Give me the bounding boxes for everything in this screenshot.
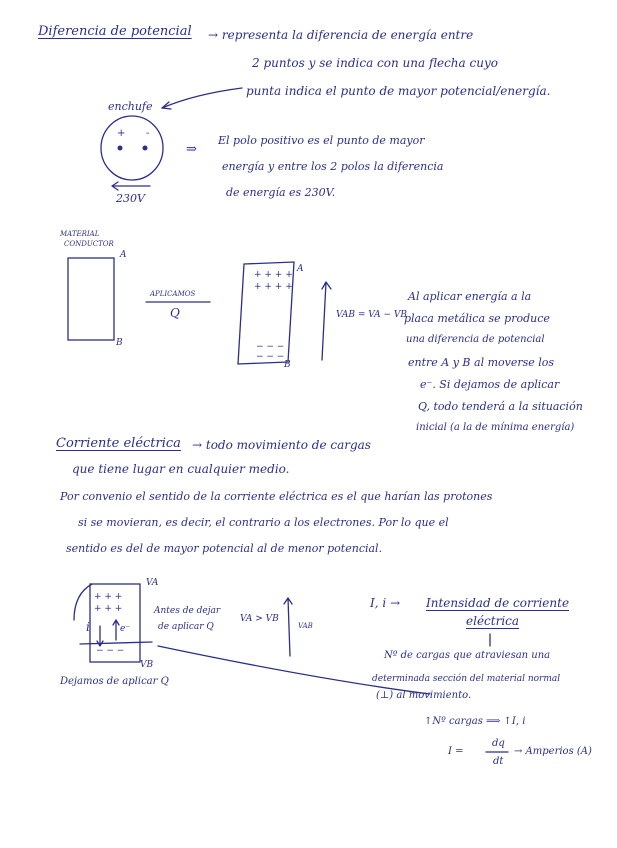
definition-line-2: 2 puntos y se indica con una flecha cuyo: [252, 56, 498, 70]
plate-minus-row-2: − − −: [256, 352, 285, 362]
current-line-1: → todo movimiento de cargas: [192, 438, 371, 452]
intensity-symbol: I, i →: [370, 596, 401, 610]
plate-point-a-charged: A: [297, 264, 304, 274]
plate2-plus-row-2: + + +: [94, 604, 123, 614]
initial-conductor-plate: [68, 258, 114, 340]
voltage-ab-label: VAB = VA − VB: [336, 310, 408, 320]
outlet-circle: [101, 116, 163, 180]
outlet-label: enchufe: [108, 100, 153, 113]
current-arrow-down: [97, 626, 103, 646]
formula-lhs: I =: [448, 746, 464, 757]
plate-plus-row-1: + + + +: [254, 270, 293, 280]
section-title-potential-difference: Diferencia de potencial: [38, 24, 192, 39]
current-line-3: Por convenio el sentido de la corriente eléctrica es el que harían las protones: [60, 490, 493, 503]
current-line-2: que tiene lugar en cualquier medio.: [72, 462, 290, 476]
explanation-line-2: placa metálica se produce: [404, 312, 550, 325]
current-line-4: si se movieran, es decir, el contrario a los electrones. Por lo que el: [78, 516, 449, 529]
inequality-va-vb: VA > VB: [240, 614, 279, 624]
outlet-plus-sign: +: [117, 128, 126, 139]
plate-point-a-initial: A: [120, 250, 127, 260]
relation-cargas-intensity: ↑Nº cargas ⟹ ↑I, i: [424, 716, 526, 727]
formula-denominator: dt: [493, 756, 504, 767]
process-symbol: Q: [170, 306, 180, 320]
va-label: VA: [146, 578, 159, 588]
outlet-voltage-label: 230V: [116, 192, 145, 205]
side-note-line-2: de aplicar Q: [158, 622, 214, 632]
pointer-arrowhead: [162, 102, 171, 109]
explanation-line-6: Q, todo tenderá a la situación: [418, 400, 583, 413]
caption-stop-applying: Dejamos de aplicar Q: [60, 676, 169, 687]
pointer-arrow-to-outlet: [162, 88, 242, 108]
outlet-text-line-2: energía y entre los 2 polos la diferencia: [222, 160, 444, 173]
explanation-line-1: Al aplicar energía a la: [408, 290, 532, 303]
explanation-line-7: inicial (a la de mínima energía): [416, 422, 575, 433]
plate-plus-row-2: + + + +: [254, 282, 293, 292]
plate2-plus-row-1: + + +: [94, 592, 123, 602]
material-label-line-1: MATERIAL: [60, 230, 100, 238]
definition-cargas-line-3: (⊥) al movimiento.: [376, 690, 472, 701]
formula-unit: → Amperios (A): [514, 746, 592, 757]
plate-point-b-charged: B: [284, 360, 291, 370]
current-symbol-i: i: [86, 620, 90, 634]
current-line-5: sentido es del de mayor potencial al de menor potencial.: [66, 542, 383, 555]
outlet-text-line-1: El polo positivo es el punto de mayor: [218, 134, 425, 147]
intensity-title-line-2: eléctrica: [466, 614, 520, 628]
formula-numerator: dq: [492, 738, 505, 749]
process-label: APLICAMOS: [150, 290, 196, 298]
outlet-text-line-3: de energía es 230V.: [226, 186, 336, 199]
plate-point-b-initial: B: [116, 338, 123, 348]
implies-symbol: ⇒: [186, 142, 197, 157]
explanation-line-3: una diferencia de potencial: [406, 334, 545, 345]
side-note-line-1: Antes de dejar: [154, 606, 221, 616]
intensity-title-line-1: Intensidad de corriente: [426, 596, 570, 610]
outlet-hole-left: [118, 146, 123, 151]
section-title-electric-current: Corriente eléctrica: [56, 436, 181, 451]
definition-cargas-line-2: determinada sección del material normal: [372, 674, 561, 684]
definition-cargas-line-1: Nº de cargas que atraviesan una: [384, 650, 551, 661]
plate-baseline: [80, 642, 152, 644]
voltage-arrow: [322, 282, 331, 360]
plate2-minus-row: − − −: [96, 646, 125, 656]
vab-label: VAB: [298, 622, 313, 630]
explanation-line-4: entre A y B al moverse los: [408, 356, 555, 369]
outlet-minus-sign: -: [146, 128, 150, 139]
material-label-line-2: CONDUCTOR: [64, 240, 114, 248]
definition-line-3: punta indica el punto de mayor potencial/energía.: [246, 84, 551, 98]
outlet-voltage-arrow: [112, 182, 150, 190]
electron-symbol: e⁻: [120, 624, 131, 634]
plate-minus-row-1: − − −: [256, 342, 285, 352]
vab-arrow: [284, 598, 292, 656]
definition-line-1: → representa la diferencia de energía entre: [208, 28, 474, 42]
explanation-line-5: e⁻. Si dejamos de aplicar: [420, 378, 560, 391]
loop-arrow: [74, 584, 92, 620]
outlet-hole-right: [143, 146, 148, 151]
electron-arrow-up: [113, 620, 119, 640]
vb-label: VB: [140, 660, 154, 670]
